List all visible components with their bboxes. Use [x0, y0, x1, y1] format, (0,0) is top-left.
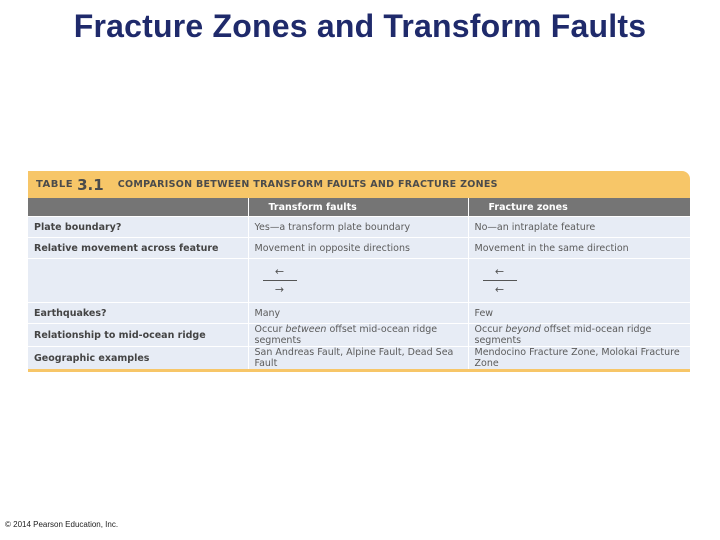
table-label: TABLE	[36, 179, 74, 190]
table-row	[28, 347, 690, 370]
row-feature: Earthquakes?	[28, 303, 248, 324]
comparison-table	[28, 171, 690, 372]
table-title: COMPARISON BETWEEN TRANSFORM FAULTS AND FRACTURE ZONES	[117, 179, 498, 190]
fault-line	[483, 280, 517, 281]
emphasis-text: between	[285, 324, 327, 335]
table-caption	[28, 171, 690, 198]
left-arrow-icon: ←	[274, 265, 285, 278]
row-fracture-value	[468, 324, 690, 347]
slide-title: Fracture Zones and Transform Faults	[73, 8, 647, 44]
right-arrow-icon: →	[274, 283, 285, 296]
left-arrow-icon: ←	[494, 265, 505, 278]
fracture-arrows	[468, 259, 690, 303]
row-feature: Relative movement across feature	[28, 238, 248, 259]
table-row	[28, 238, 690, 259]
text-part: offset mid-ocean ridge segments	[254, 324, 438, 346]
copyright-notice: © 2014 Pearson Education, Inc.	[5, 520, 119, 529]
row-transform-value: Movement in opposite directions	[248, 238, 468, 259]
row-fracture-value: No—an intraplate feature	[468, 217, 690, 238]
emphasis-text: beyond	[505, 324, 541, 335]
row-transform-value: San Andreas Fault, Alpine Fault, Dead Sea Fault	[248, 347, 468, 370]
fault-line	[263, 280, 297, 281]
row-transform-value	[248, 324, 468, 347]
text-part: Occur	[474, 324, 506, 335]
text-part: Occur	[254, 324, 286, 335]
table-bottom-rule	[28, 369, 690, 372]
transform-arrows	[248, 259, 468, 303]
row-feature: Geographic examples	[28, 347, 248, 370]
row-feature: Plate boundary?	[28, 217, 248, 238]
row-feature: Relationship to mid-ocean ridge	[28, 324, 248, 347]
left-arrow-icon: ←	[494, 283, 505, 296]
table-grid	[28, 198, 690, 369]
row-transform-value: Many	[248, 303, 468, 324]
table-header-row	[28, 198, 690, 217]
row-feature-empty	[28, 259, 248, 303]
table-row	[28, 303, 690, 324]
table-row-arrows	[28, 259, 690, 303]
header-fracture-zones: Fracture zones	[468, 198, 690, 217]
header-transform-faults: Transform faults	[248, 198, 468, 217]
header-feature	[28, 198, 248, 217]
table-number: 3.1	[77, 175, 104, 194]
table-row	[28, 217, 690, 238]
row-transform-value: Yes—a transform plate boundary	[248, 217, 468, 238]
row-fracture-value: Few	[468, 303, 690, 324]
row-fracture-value: Mendocino Fracture Zone, Molokai Fracture Zone	[468, 347, 690, 370]
text-part: offset mid-ocean ridge segments	[474, 324, 652, 346]
table-row	[28, 324, 690, 347]
transform-arrow-diagram	[263, 265, 297, 296]
fracture-arrow-diagram	[483, 265, 517, 296]
row-fracture-value: Movement in the same direction	[468, 238, 690, 259]
